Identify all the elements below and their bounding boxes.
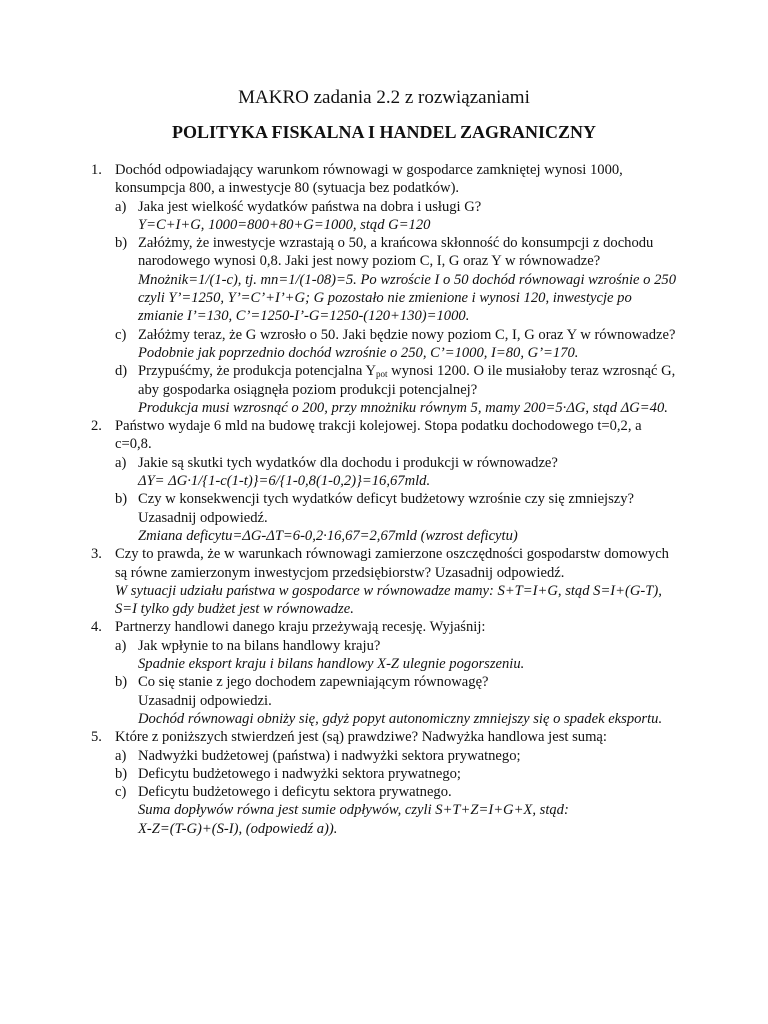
- option-5a: [115, 747, 680, 765]
- answer-text: Dochód równowagi obniży się, gdyż popyt autonomiczny zmniejszy się o spadek eksportu.: [138, 710, 663, 727]
- option-5c: [115, 783, 680, 838]
- subquestion-1d: [115, 362, 680, 417]
- subquestion-1b: [115, 234, 680, 325]
- answer-text: ΔY= ΔG·1/{1-c(1-t)}=6/{1-0,8(1-0,2)}=16,67mld.: [138, 473, 431, 490]
- subquestion-letter: d): [115, 363, 128, 380]
- question-4: [0, 618, 768, 728]
- answer-text: Mnożnik=1/(1-c), tj. mn=1/(1-08)=5. Po wzroście I o 50 dochód równowagi wzrośnie o 250 czyli Y’=1250, Y’=C’+I’+G; G pozostało nie zmienione i wynosi 120, inwestycje po zmianie I’=130, C’=1250-I’-G=1250-(120+130)=1000.: [138, 271, 676, 325]
- subquestion-letter: a): [115, 637, 127, 654]
- subquestion-letter: b): [115, 674, 128, 691]
- option-5b: [115, 765, 680, 783]
- subquestion-2b: [115, 490, 680, 545]
- subquestion-letter: b): [115, 235, 128, 252]
- question-number: 2.: [91, 418, 102, 435]
- subquestion-1a: [115, 198, 680, 235]
- text-fragment: Przypuśćmy, że produkcja potencjalna Y: [138, 363, 377, 380]
- question-number: 1.: [91, 162, 102, 178]
- subscript-pot: pot: [376, 369, 388, 380]
- answer-text: W sytuacji udziału państwa w gospodarce w równowadze mamy: S+T=I+G, stąd S=I+(G-T), S=I tylko gdy budżet jest w równowadze.: [115, 582, 662, 618]
- subquestion-letter: c): [115, 326, 127, 343]
- answer-text: Zmiana deficytu=ΔG-ΔT=6-0,2·16,67=2,67mld (wzrost deficytu): [138, 527, 518, 544]
- subquestion-text: [138, 362, 680, 399]
- exercise-list: [0, 161, 768, 838]
- question-3: [0, 545, 768, 618]
- question-1: [0, 161, 768, 417]
- answer-text: Y=C+I+G, 1000=800+80+G=1000, stąd G=120: [138, 216, 431, 233]
- question-text: Państwo wydaje 6 mld na budowę trakcji kolejowej. Stopa podatku dochodowego t=0,2, a c=0,8.: [115, 418, 642, 453]
- question-number: 4.: [91, 619, 102, 636]
- subquestion-1c: [115, 326, 680, 363]
- subquestion-text: Jaka jest wielkość wydatków państwa na dobra i usługi G?: [138, 198, 482, 215]
- option-text: Nadwyżki budżetowej (państwa) i nadwyżki sektora prywatnego;: [138, 747, 521, 764]
- question-text: Czy to prawda, że w warunkach równowagi zamierzone oszczędności gospodarstw domowych są równe zamierzonym inwestycjom przedsiębiorstw? Uzasadnij odpowiedź.: [115, 546, 669, 581]
- option-letter: b): [115, 765, 128, 782]
- question-text: Dochód odpowiadający warunkom równowagi w gospodarce zamkniętej wynosi 1000, konsumpcja 800, a inwestycje 80 (sytuacja bez podatków).: [115, 162, 623, 197]
- subquestion-letter: a): [115, 198, 127, 215]
- answer-text: Podobnie jak poprzednio dochód wzrośnie o 250, C’=1000, I=80, G’=170.: [138, 344, 579, 361]
- question-2: [0, 417, 768, 545]
- question-5: [0, 728, 768, 838]
- option-text: Deficytu budżetowego i nadwyżki sektora prywatnego;: [138, 765, 461, 782]
- subquestion-text: Czy w konsekwencji tych wydatków deficyt budżetowy wzrośnie czy się zmniejszy? Uzasadnij odpowiedź.: [138, 491, 635, 526]
- question-text: Które z poniższych stwierdzeń jest (są) prawdziwe? Nadwyżka handlowa jest sumą:: [115, 729, 607, 746]
- answer-text: Spadnie eksport kraju i bilans handlowy X-Z ulegnie pogorszeniu.: [138, 656, 525, 673]
- text-fragment: wynosi 1200. O ile musiałoby teraz wzrosnąć G, aby gospodarka osiągnęła poziom produkcji potencjalnej?: [138, 363, 676, 398]
- subquestion-letter: a): [115, 454, 127, 471]
- subquestion-text: Załóżmy, że inwestycje wzrastają o 50, a krańcowa skłonność do konsumpcji z dochodu narodowego wynosi 0,8. Jaki jest nowy poziom C, I, G oraz Y w równowadze?: [138, 235, 654, 270]
- subquestion-2a: [115, 454, 680, 491]
- document-heading: POLITYKA FISKALNA I HANDEL ZAGRANICZNY: [171, 122, 597, 142]
- answer-text-2: X-Z=(T-G)+(S-I), (odpowiedź a)).: [138, 820, 338, 837]
- question-text: Partnerzy handlowi danego kraju przeżywają recesję. Wyjaśnij:: [115, 619, 486, 636]
- subquestion-letter: b): [115, 491, 128, 508]
- option-letter: c): [115, 784, 127, 801]
- question-number: 5.: [91, 729, 102, 746]
- document-title: MAKRO zadania 2.2 z rozwiązaniami: [238, 87, 530, 108]
- subquestion-text: Co się stanie z jego dochodem zapewniającym równowagę?: [138, 674, 489, 691]
- option-text: Deficytu budżetowego i deficytu sektora prywatnego.: [138, 784, 452, 801]
- subquestion-4b: [115, 673, 680, 728]
- subquestion-text-2: Uzasadnij odpowiedzi.: [138, 692, 272, 709]
- answer-text: Suma dopływów równa jest sumie odpływów, czyli S+T+Z=I+G+X, stąd:: [138, 802, 569, 819]
- subquestion-text: Jak wpłynie to na bilans handlowy kraju?: [138, 637, 381, 654]
- option-letter: a): [115, 747, 127, 764]
- subquestion-text: Załóżmy teraz, że G wzrosło o 50. Jaki będzie nowy poziom C, I, G oraz Y w równowadze?: [138, 326, 676, 343]
- subquestion-text: Jakie są skutki tych wydatków dla dochodu i produkcji w równowadze?: [138, 454, 558, 471]
- subquestion-4a: [115, 637, 680, 674]
- answer-text: Produkcja musi wzrosnąć o 200, przy mnożniku równym 5, mamy 200=5·ΔG, stąd ΔG=40.: [138, 399, 668, 416]
- question-number: 3.: [91, 546, 102, 563]
